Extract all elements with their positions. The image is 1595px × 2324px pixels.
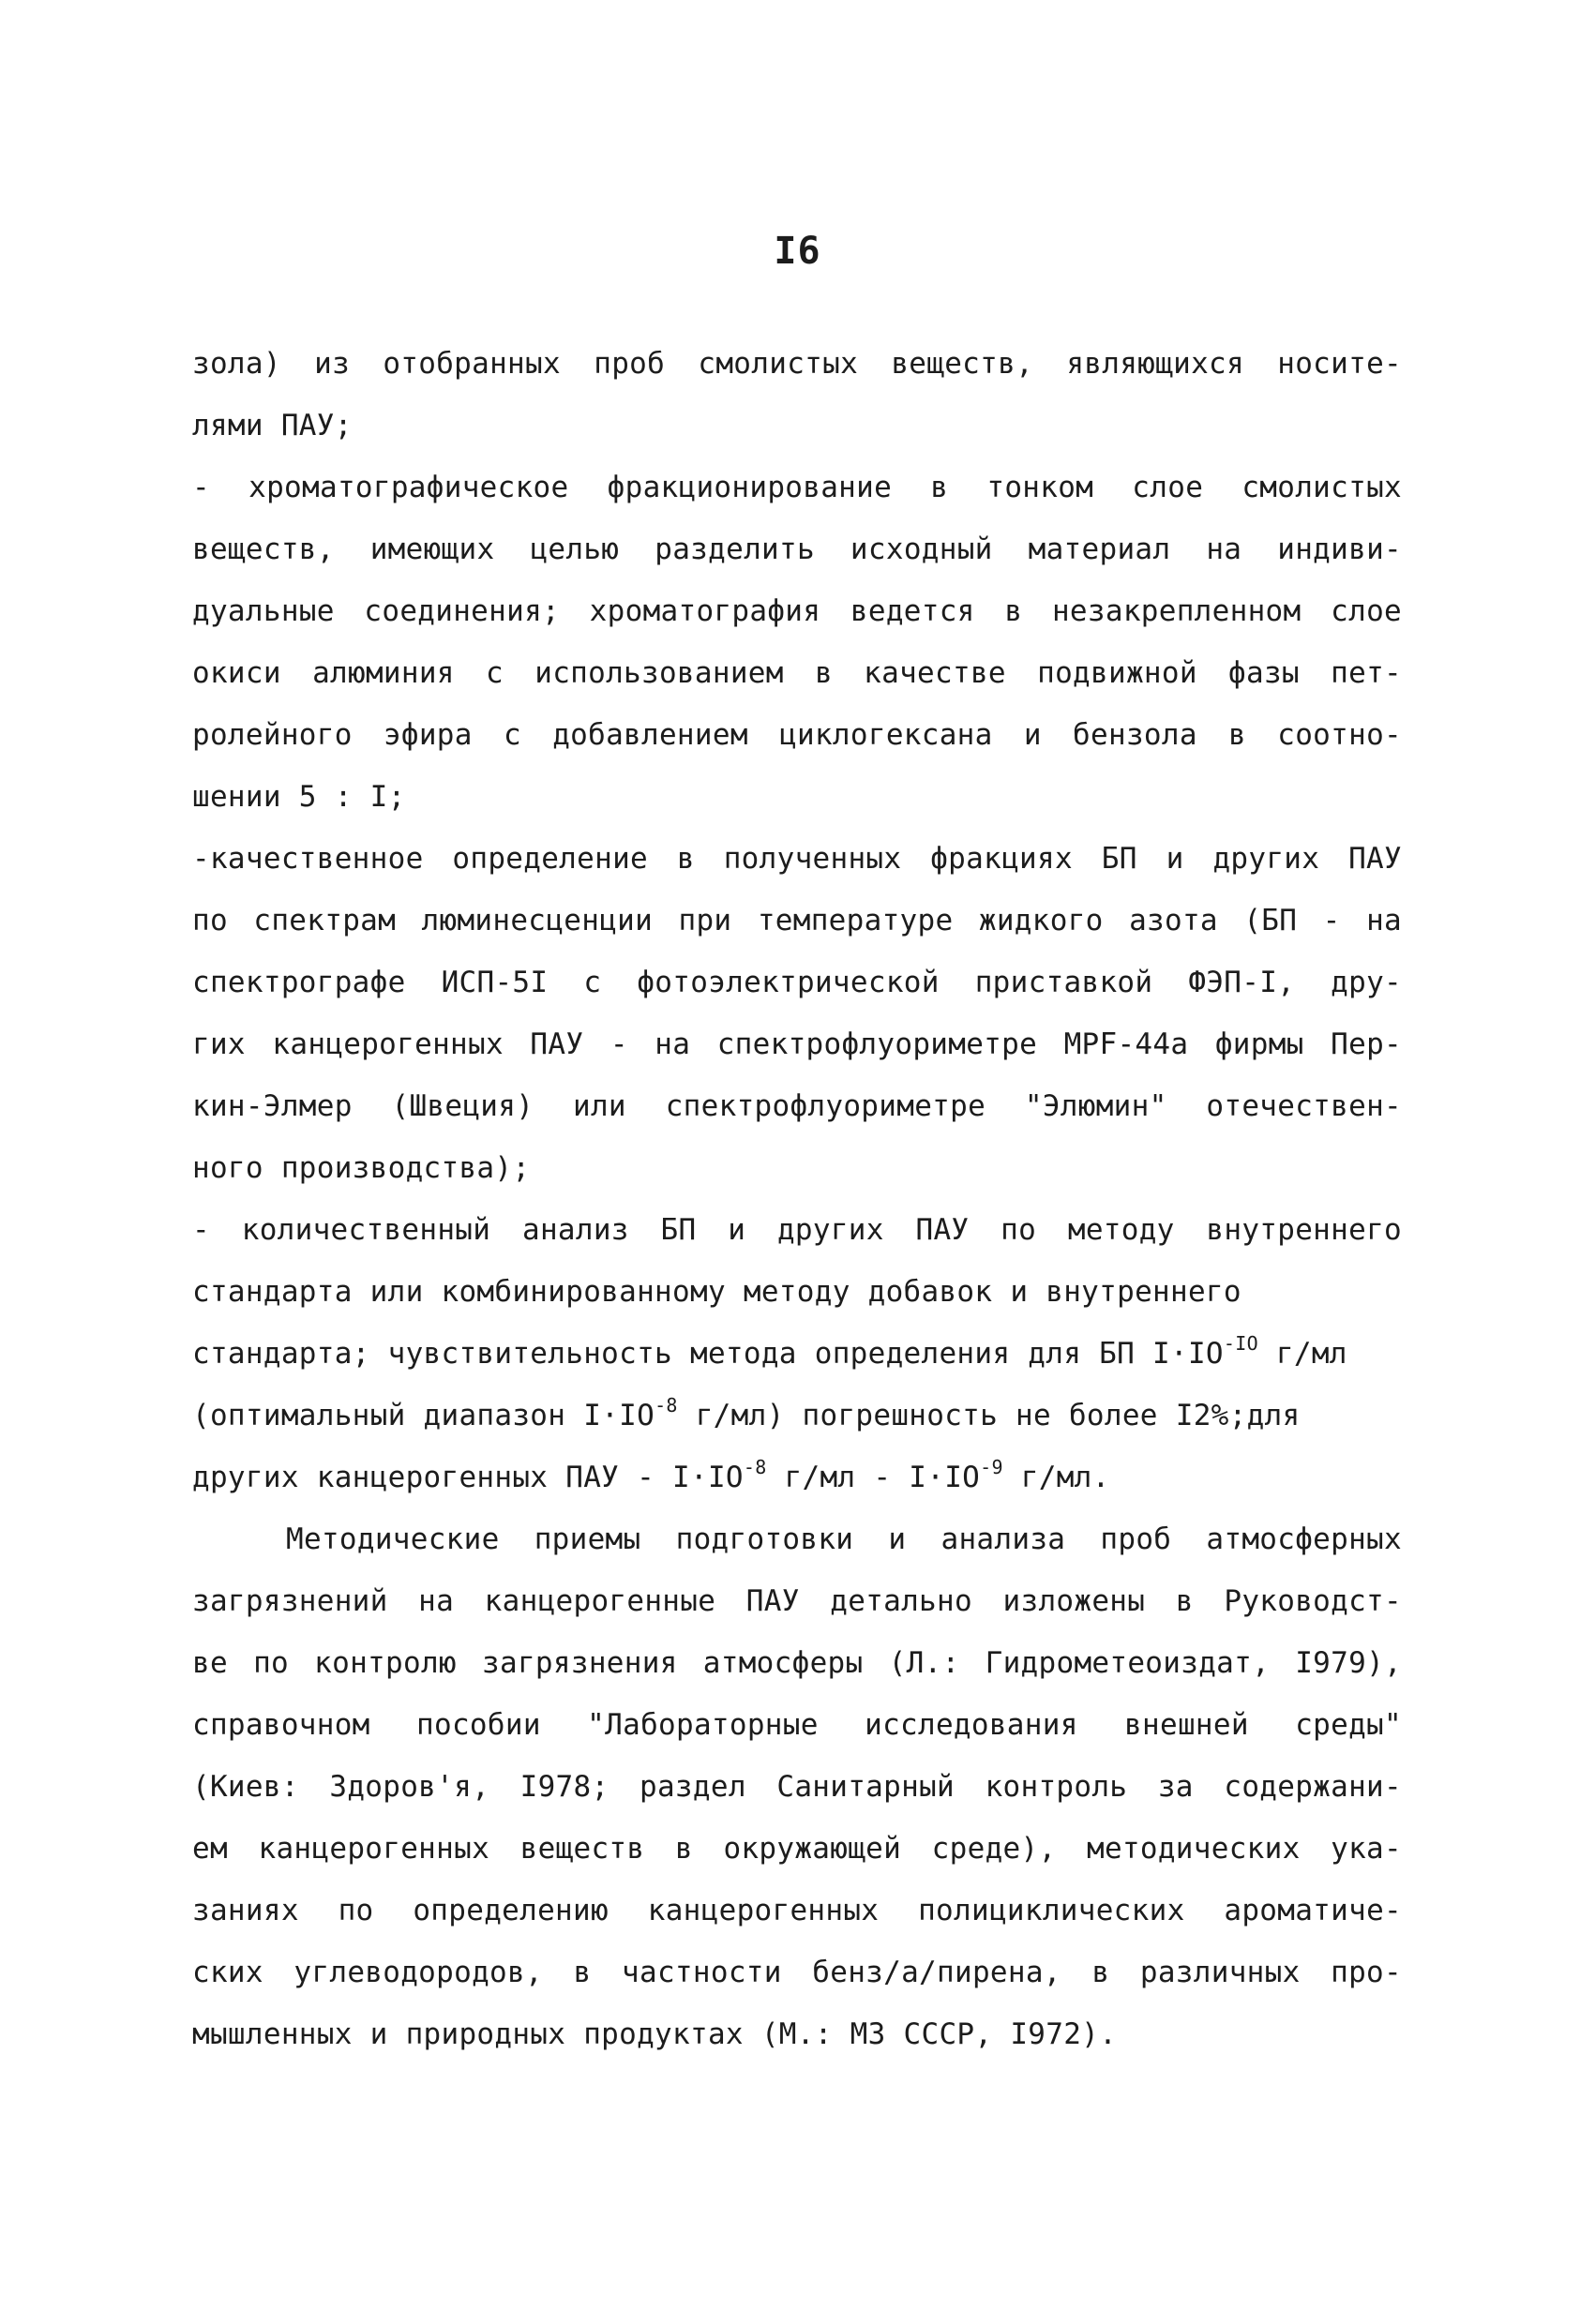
text-line: стандарта или комбинированному методу добавок и внутреннего: [192, 1275, 1241, 1309]
text-line: ем канцерогенных веществ в окружающей среде), методических ука-: [192, 1832, 1402, 1866]
text-fragment: г/мл) погрешность не более I2%;для: [677, 1399, 1301, 1432]
text-line: дуальные соединения; хроматография ведется в незакрепленном слое: [192, 594, 1402, 628]
text-line: спектрографе ИСП-5I с фотоэлектрической приставкой ФЭП-I, дру-: [192, 966, 1402, 999]
text-line: ве по контролю загрязнения атмосферы (Л.: Гидрометеоиздат, I979),: [192, 1646, 1402, 1680]
list-item-quantitative: - количественный анализ БП и других ПАУ по методу внутреннего: [192, 1213, 1402, 1247]
text-line: ролейного эфира с добавлением циклогексана и бензола в соотно-: [192, 718, 1402, 752]
text-line: по спектрам люминесценции при температуре жидкого азота (БП - на: [192, 904, 1402, 937]
text-line: зола) из отобранных проб смолистых веществ, являющихся носите-: [192, 347, 1402, 381]
text-line: кин-Элмер (Швеция) или спектрофлуориметре "Элюмин" отечествен-: [192, 1089, 1402, 1123]
text-line-other-pah: [192, 1447, 1402, 1508]
text-fragment: стандарта; чувствительность метода определения для БП I·IO: [192, 1337, 1224, 1371]
text-line: лями ПАУ;: [192, 409, 353, 442]
list-item-qualitative: -качественное определение в полученных фракциях БП и других ПАУ: [192, 842, 1402, 876]
paragraph-methods-start: Методические приемы подготовки и анализа проб атмосферных: [286, 1522, 1402, 1556]
exponent: -8: [743, 1456, 767, 1478]
text-fragment: г/мл.: [1002, 1461, 1110, 1494]
text-line: окиси алюминия с использованием в качестве подвижной фазы пет-: [192, 656, 1402, 690]
text-fragment: других канцерогенных ПАУ - I·IO: [192, 1461, 744, 1494]
text-line: гих канцерогенных ПАУ - на спектрофлуориметре МРF-44а фирмы Пер-: [192, 1027, 1402, 1061]
page-number: I6: [774, 230, 821, 273]
text-line-range: [192, 1385, 1402, 1447]
text-line: заниях по определению канцерогенных полициклических ароматиче-: [192, 1894, 1402, 1927]
list-item-chromatography: - хроматографическое фракционирование в тонком слое смолистых: [192, 471, 1402, 504]
text-line: загрязнений на канцерогенные ПАУ детально изложены в Руководст-: [192, 1584, 1402, 1618]
exponent: -8: [655, 1394, 678, 1417]
text-line: ских углеводородов, в частности бенз/а/пирена, в различных про-: [192, 1956, 1402, 1989]
text-line: шении 5 : I;: [192, 780, 406, 814]
text-line: (Киев: Здоров'я, I978; раздел Санитарный контроль за содержани-: [192, 1770, 1402, 1804]
text-line: мышленных и природных продуктах (М.: МЗ СССР, I972).: [192, 2017, 1118, 2051]
text-fragment: г/мл - I·IO: [766, 1461, 981, 1494]
text-line: ного производства);: [192, 1151, 531, 1185]
body-text: [192, 333, 1402, 2065]
text-line: веществ, имеющих целью разделить исходный материал на индиви-: [192, 532, 1402, 566]
text-line: справочном пособии "Лабораторные исследования внешней среды": [192, 1708, 1402, 1742]
text-fragment: (оптимальный диапазон I·IO: [192, 1399, 655, 1432]
text-fragment: г/мл: [1257, 1337, 1347, 1371]
text-line-sensitivity: [192, 1323, 1402, 1385]
exponent: -IO: [1223, 1332, 1258, 1355]
exponent: -9: [980, 1456, 1003, 1478]
